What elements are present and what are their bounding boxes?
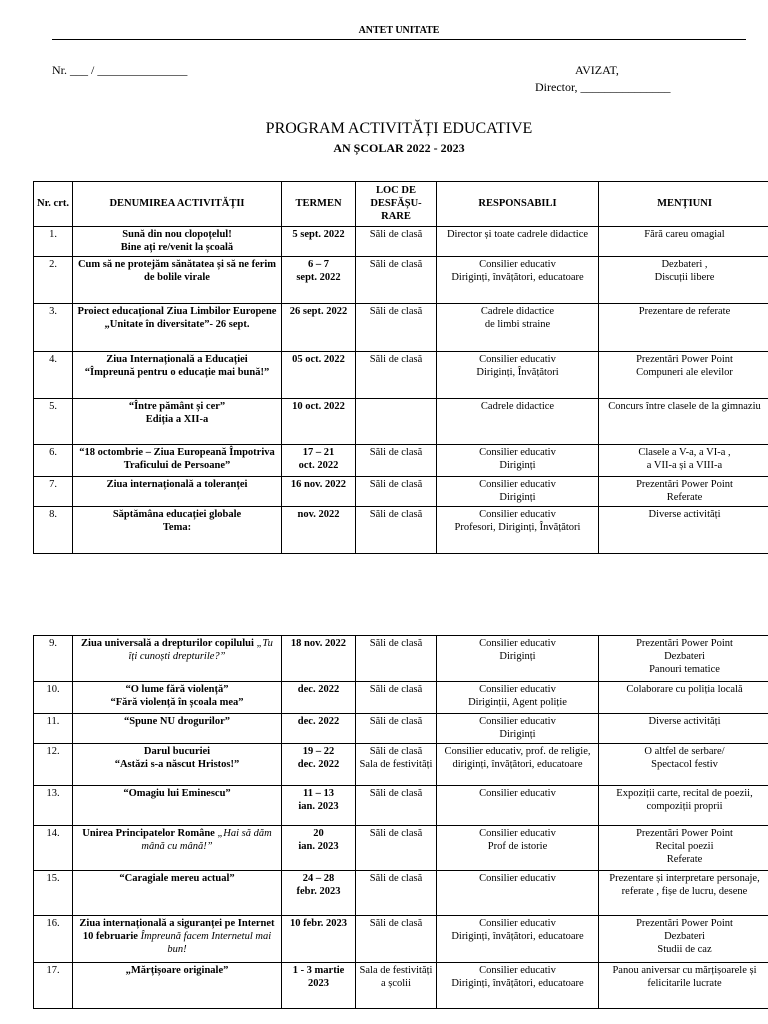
cell-nr: 16. <box>34 916 73 963</box>
cell-activity-name: “Omagiu lui Eminescu” <box>73 786 282 826</box>
cell-loc: Săli de clasă <box>356 871 437 916</box>
cell-activity-name: “18 octombrie – Ziua Europeană Împotriva Traficului de Persoane” <box>73 445 282 477</box>
table-row <box>34 871 768 916</box>
page-subtitle: AN ȘCOLAR 2022 - 2023 <box>333 141 465 155</box>
cell-nr: 8. <box>34 507 73 554</box>
table-row <box>34 352 768 399</box>
registration-number: Nr. ___ / _______________ <box>52 63 188 77</box>
table-row <box>34 744 768 786</box>
cell-termen: 6 – 7 sept. 2022 <box>282 257 356 304</box>
activity-motto: „Tu îți cunoști drepturile?” <box>128 638 273 662</box>
table-row <box>34 507 768 554</box>
cell-mentiuni: Fără careu omagial <box>599 227 768 257</box>
col-header-termen: TERMEN <box>282 182 356 227</box>
cell-responsabili: Consilier educativ <box>437 786 599 826</box>
cell-activity-name: Cum să ne protejăm sănătatea și să ne ferim de bolile virale <box>73 257 282 304</box>
cell-termen: 10 oct. 2022 <box>282 399 356 445</box>
col-header-denumire: DENUMIREA ACTIVITĂȚII <box>73 182 282 227</box>
table-row <box>34 399 768 445</box>
cell-activity-name: “Caragiale mereu actual” <box>73 871 282 916</box>
cell-responsabili: Consilier educativ Diriginți, învățători, educatoare <box>437 963 599 1009</box>
table-row <box>34 227 768 257</box>
cell-responsabili: Consilier educativ Diriginții, Agent poliție <box>437 682 599 714</box>
cell-mentiuni: Prezentări Power Point Referate <box>599 477 768 507</box>
cell-activity-name: Proiect educațional Ziua Limbilor Europene „Unitate în diversitate”- 26 sept. <box>73 304 282 352</box>
cell-loc: Săli de clasă Sala de festivități <box>356 744 437 786</box>
cell-responsabili: Cadrele didactice de limbi straine <box>437 304 599 352</box>
cell-nr: 4. <box>34 352 73 399</box>
cell-loc: Săli de clasă <box>356 916 437 963</box>
table-row <box>34 682 768 714</box>
cell-loc: Săli de clasă <box>356 227 437 257</box>
cell-activity-name: Ziua internațională a siguranței pe Internet 10 februarie Împreună facem Internetul mai bun! <box>73 916 282 963</box>
cell-activity-name: “Spune NU drogurilor” <box>73 714 282 744</box>
avizat-label: AVIZAT, <box>575 63 619 77</box>
cell-loc: Săli de clasă <box>356 786 437 826</box>
cell-termen: 24 – 28 febr. 2023 <box>282 871 356 916</box>
antet-unitate: ANTET UNITATE <box>52 25 746 40</box>
cell-mentiuni: Prezentări Power Point Compuneri ale elevilor <box>599 352 768 399</box>
cell-loc: Sala de festivități a școlii <box>356 963 437 1009</box>
col-header-loc: LOC DE DESFĂȘU-RARE <box>356 182 437 227</box>
activities-table-2 <box>33 635 768 1009</box>
cell-termen: 05 oct. 2022 <box>282 352 356 399</box>
table-row <box>34 786 768 826</box>
cell-responsabili: Consilier educativ Diriginți, învățători, educatoare <box>437 257 599 304</box>
cell-nr: 11. <box>34 714 73 744</box>
cell-mentiuni: Clasele a V-a, a VI-a , a VII-a și a VIII-a <box>599 445 768 477</box>
cell-responsabili: Consilier educativ Diriginți, Învățători <box>437 352 599 399</box>
cell-activity-name: Săptămâna educației globale Tema: <box>73 507 282 554</box>
cell-termen: 19 – 22 dec. 2022 <box>282 744 356 786</box>
cell-loc: Săli de clasă <box>356 507 437 554</box>
cell-mentiuni: Colaborare cu poliția locală <box>599 682 768 714</box>
cell-activity-name: Unirea Principatelor Române „Hai să dăm mână cu mână!” <box>73 826 282 871</box>
table-row <box>34 826 768 871</box>
cell-nr: 6. <box>34 445 73 477</box>
cell-termen: 20 ian. 2023 <box>282 826 356 871</box>
cell-nr: 13. <box>34 786 73 826</box>
cell-loc: Săli de clasă <box>356 636 437 682</box>
cell-mentiuni: Expoziții carte, recital de poezii, compoziții proprii <box>599 786 768 826</box>
cell-termen: 10 febr. 2023 <box>282 916 356 963</box>
activity-motto: „Hai să dăm mână cu mână!” <box>141 828 272 852</box>
cell-loc: Săli de clasă <box>356 445 437 477</box>
cell-responsabili: Consilier educativ Diriginți <box>437 477 599 507</box>
cell-responsabili: Consilier educativ Profesori, Diriginți, Învățători <box>437 507 599 554</box>
cell-mentiuni: Prezentări Power Point Dezbateri Studii de caz <box>599 916 768 963</box>
cell-responsabili: Consilier educativ Diriginți <box>437 445 599 477</box>
cell-loc: Săli de clasă <box>356 682 437 714</box>
cell-activity-name: Ziua Internațională a Educației “Împreună pentru o educație mai bună!” <box>73 352 282 399</box>
table-row <box>34 714 768 744</box>
cell-nr: 1. <box>34 227 73 257</box>
col-header-responsabili: RESPONSABILI <box>437 182 599 227</box>
table-row <box>34 445 768 477</box>
cell-responsabili: Consilier educativ Diriginți <box>437 636 599 682</box>
cell-activity-name: „Mărțișoare originale” <box>73 963 282 1009</box>
table-row <box>34 304 768 352</box>
cell-mentiuni: O altfel de serbare/ Spectacol festiv <box>599 744 768 786</box>
cell-loc: Săli de clasă <box>356 352 437 399</box>
cell-mentiuni: Prezentări Power Point Dezbateri Panouri tematice <box>599 636 768 682</box>
table-header-row <box>34 182 768 227</box>
cell-loc <box>356 399 437 445</box>
cell-mentiuni: Panou aniversar cu mărțișoarele și felicitarile lucrate <box>599 963 768 1009</box>
cell-activity-name: Ziua universală a drepturilor copilului „Tu îți cunoști drepturile?” <box>73 636 282 682</box>
cell-termen: nov. 2022 <box>282 507 356 554</box>
cell-mentiuni: Prezentare de referate <box>599 304 768 352</box>
table-row <box>34 963 768 1009</box>
cell-loc: Săli de clasă <box>356 257 437 304</box>
cell-nr: 7. <box>34 477 73 507</box>
cell-nr: 15. <box>34 871 73 916</box>
cell-termen: 17 – 21 oct. 2022 <box>282 445 356 477</box>
cell-mentiuni: Dezbateri , Discuții libere <box>599 257 768 304</box>
cell-nr: 5. <box>34 399 73 445</box>
cell-activity-name: “O lume fără violență” “Fără violență în școala mea” <box>73 682 282 714</box>
director-signature: Director, _______________ <box>535 80 671 94</box>
activity-motto: Împreună facem Internetul mai bun! <box>140 931 272 955</box>
table-row <box>34 477 768 507</box>
cell-termen: 5 sept. 2022 <box>282 227 356 257</box>
col-header-mentiuni: MENȚIUNI <box>599 182 768 227</box>
cell-responsabili: Director și toate cadrele didactice <box>437 227 599 257</box>
cell-nr: 3. <box>34 304 73 352</box>
cell-termen: dec. 2022 <box>282 682 356 714</box>
cell-mentiuni: Prezentare și interpretare personaje, referate , fișe de lucru, desene <box>599 871 768 916</box>
cell-responsabili: Consilier educativ Diriginți, învățători, educatoare <box>437 916 599 963</box>
table-row <box>34 636 768 682</box>
cell-activity-name: Darul bucuriei “Astăzi s-a născut Hristos!” <box>73 744 282 786</box>
cell-termen: 11 – 13 ian. 2023 <box>282 786 356 826</box>
col-header-nr: Nr. crt. <box>34 182 73 227</box>
cell-loc: Săli de clasă <box>356 304 437 352</box>
cell-nr: 12. <box>34 744 73 786</box>
cell-responsabili: Consilier educativ, prof. de religie, diriginți, învățători, educatoare <box>437 744 599 786</box>
cell-responsabili: Consilier educativ <box>437 871 599 916</box>
activities-table-1 <box>33 181 768 554</box>
cell-termen: 26 sept. 2022 <box>282 304 356 352</box>
cell-nr: 2. <box>34 257 73 304</box>
cell-nr: 14. <box>34 826 73 871</box>
page-title: PROGRAM ACTIVITĂȚI EDUCATIVE <box>265 120 533 137</box>
cell-responsabili: Consilier educativ Prof de istorie <box>437 826 599 871</box>
cell-mentiuni: Diverse activități <box>599 507 768 554</box>
cell-termen: 18 nov. 2022 <box>282 636 356 682</box>
cell-mentiuni: Concurs între clasele de la gimnaziu <box>599 399 768 445</box>
cell-nr: 17. <box>34 963 73 1009</box>
cell-responsabili: Cadrele didactice <box>437 399 599 445</box>
cell-termen: 16 nov. 2022 <box>282 477 356 507</box>
cell-loc: Săli de clasă <box>356 477 437 507</box>
table-row <box>34 916 768 963</box>
cell-nr: 10. <box>34 682 73 714</box>
cell-activity-name: “Între pământ și cer” Ediția a XII-a <box>73 399 282 445</box>
cell-termen: dec. 2022 <box>282 714 356 744</box>
table-row <box>34 257 768 304</box>
cell-mentiuni: Prezentări Power Point Recital poezii Referate <box>599 826 768 871</box>
cell-loc: Săli de clasă <box>356 826 437 871</box>
cell-loc: Săli de clasă <box>356 714 437 744</box>
cell-termen: 1 - 3 martie 2023 <box>282 963 356 1009</box>
cell-responsabili: Consilier educativ Diriginți <box>437 714 599 744</box>
cell-nr: 9. <box>34 636 73 682</box>
cell-activity-name: Ziua internațională a toleranței <box>73 477 282 507</box>
cell-mentiuni: Diverse activități <box>599 714 768 744</box>
cell-activity-name: Sună din nou clopoțelul! Bine ați re/venit la școală <box>73 227 282 257</box>
